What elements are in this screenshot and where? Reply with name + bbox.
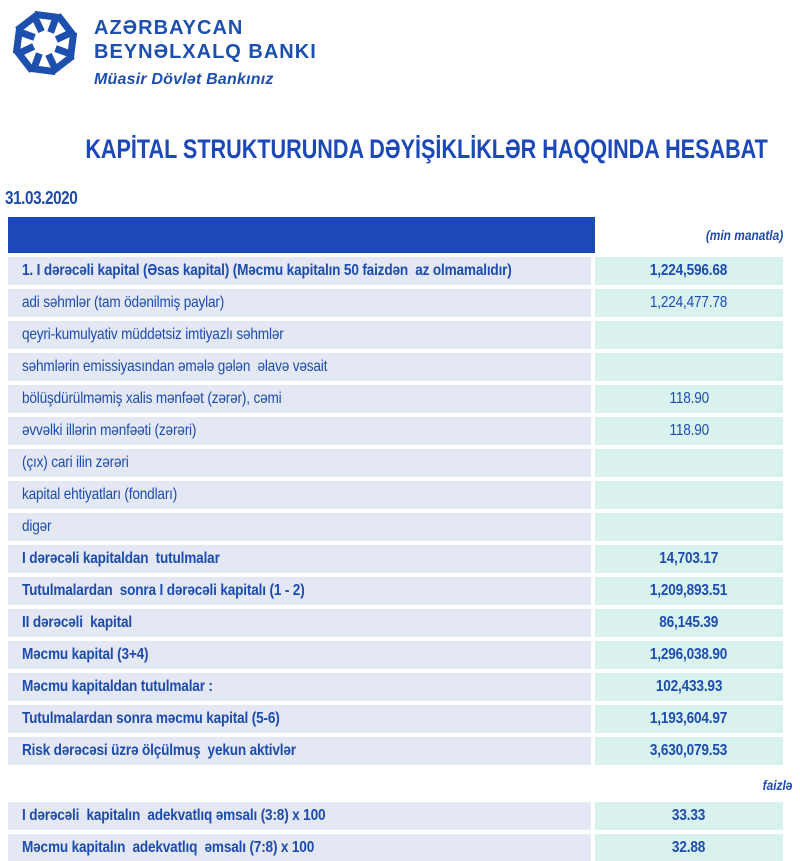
row-label-cell [8,481,591,509]
row-value-cell [595,353,783,381]
row-label: əvvəlki illərin mənfəəti (zərəri) [22,422,197,439]
row-value-cell [595,705,783,733]
row-value: 86,145.39 [659,614,719,631]
row-value-cell [595,289,783,317]
row-label: Məcmu kapital (3+4) [22,646,149,663]
row-value-cell [595,834,783,861]
row-value-cell [595,385,783,413]
report-date: 31.03.2020 [5,188,78,208]
row-value-cell [595,449,783,477]
capital-table-row [8,289,783,317]
row-value-cell [595,257,783,285]
capital-structure-table [8,217,793,861]
capital-table-row [8,321,783,349]
page-title-text: KAPİTAL STRUKTURUNDA DƏYİŞİKLİKLƏR HAQQINDA HESABAT [85,134,768,164]
capital-table-row [8,385,783,413]
main-rows-section [8,257,783,765]
row-label: I dərəcəli kapitalın adekvatlıq əmsalı (3:8) x 100 [22,807,326,824]
row-label-cell [8,577,591,605]
row-value-cell [595,802,783,830]
row-value-cell [595,513,783,541]
capital-table-row [8,513,783,541]
row-label-cell [8,257,591,285]
capital-table-row [8,609,783,637]
row-label-cell [8,353,591,381]
capital-table-row [8,705,783,733]
row-label-cell [8,321,591,349]
row-value-cell [595,545,783,573]
row-value: 32.88 [672,839,706,856]
capital-table-row [8,577,783,605]
capital-table-row [8,449,783,477]
row-value: 118.90 [669,390,709,407]
row-value-cell [595,673,783,701]
row-label: səhmlərin emissiyasından əmələ gələn əlavə vəsait [22,358,328,375]
row-label: bölüşdürülməmiş xalis mənfəət (zərər), cəmi [22,390,282,407]
row-label-cell [8,609,591,637]
capital-table-row [8,545,783,573]
bank-name-line1: AZƏRBAYCAN [94,17,244,39]
row-label: Məcmu kapitalın adekvatlıq əmsalı (7:8) x 100 [22,839,315,856]
row-label: Tutulmalardan sonra məcmu kapital (5-6) [22,710,280,727]
row-value: 1,224,477.78 [650,294,728,311]
row-value: 1,296,038.90 [650,646,728,663]
row-label: (çıx) cari ilin zərəri [22,454,129,471]
row-value-cell [595,321,783,349]
row-value-cell [595,577,783,605]
row-value-cell [595,417,783,445]
bank-name-block [94,6,317,89]
unit-note-min-manatla: (min manatla) [705,227,784,243]
row-value-cell [595,737,783,765]
bank-name [94,16,317,64]
capital-table-row [8,641,783,669]
row-value: 118.90 [669,422,709,439]
row-value: 3,630,079.53 [650,742,728,759]
capital-table-row [8,737,783,765]
row-value-cell [595,609,783,637]
row-label-cell [8,449,591,477]
row-label: adi səhmlər (tam ödənilmiş paylar) [22,294,225,311]
adequacy-ratio-row [8,834,783,861]
row-label: II dərəcəli kapital [22,614,132,631]
row-value: 1,209,893.51 [650,582,728,599]
row-value-cell [595,641,783,669]
row-label-cell [8,737,591,765]
row-label: kapital ehtiyatları (fondları) [22,486,178,503]
bank-name-line2: BEYNƏLXALQ BANKI [94,41,317,63]
row-value: 14,703.17 [659,550,719,567]
capital-table-row [8,257,783,285]
row-label: I dərəcəli kapitaldan tutulmalar [22,550,220,567]
table-header-bar [8,217,595,253]
unit-note-faizle: faizlə [762,777,793,793]
row-label-cell [8,673,591,701]
row-label-cell [8,513,591,541]
row-value: 102,433.93 [655,678,723,695]
capital-table-row [8,353,783,381]
row-label: Risk dərəcəsi üzrə ölçülmuş yekun aktivlər [22,742,296,759]
bank-logo-pinwheel-icon [10,6,80,85]
capital-table-row [8,673,783,701]
page-title [0,134,800,165]
row-label: Tutulmalardan sonra I dərəcəli kapitalı (1 - 2) [22,582,305,599]
row-label: digər [22,518,52,535]
row-label-cell [8,834,591,861]
row-label: 1. I dərəcəli kapital (Əsas kapital) (Məcmu kapitalın 50 faizdən az olmamalıdır) [22,262,512,279]
row-label-cell [8,802,591,830]
row-label: Məcmu kapitaldan tutulmalar : [22,678,213,695]
capital-table-row [8,417,783,445]
row-label-cell [8,641,591,669]
row-label-cell [8,705,591,733]
row-value: 33.33 [672,807,706,824]
row-label: qeyri-kumulyativ müddətsiz imtiyazlı səhmlər [22,326,284,343]
adequacy-ratio-row [8,802,783,830]
row-label-cell [8,545,591,573]
bank-tagline: Müasir Dövlət Bankınız [94,71,274,88]
row-label-cell [8,385,591,413]
row-value: 1,193,604.97 [650,710,728,727]
row-value: 1,224,596.68 [650,262,728,279]
row-label-cell [8,417,591,445]
adequacy-ratio-section [8,802,783,861]
row-value-cell [595,481,783,509]
bank-header [10,6,317,89]
row-label-cell [8,289,591,317]
capital-table-row [8,481,783,509]
